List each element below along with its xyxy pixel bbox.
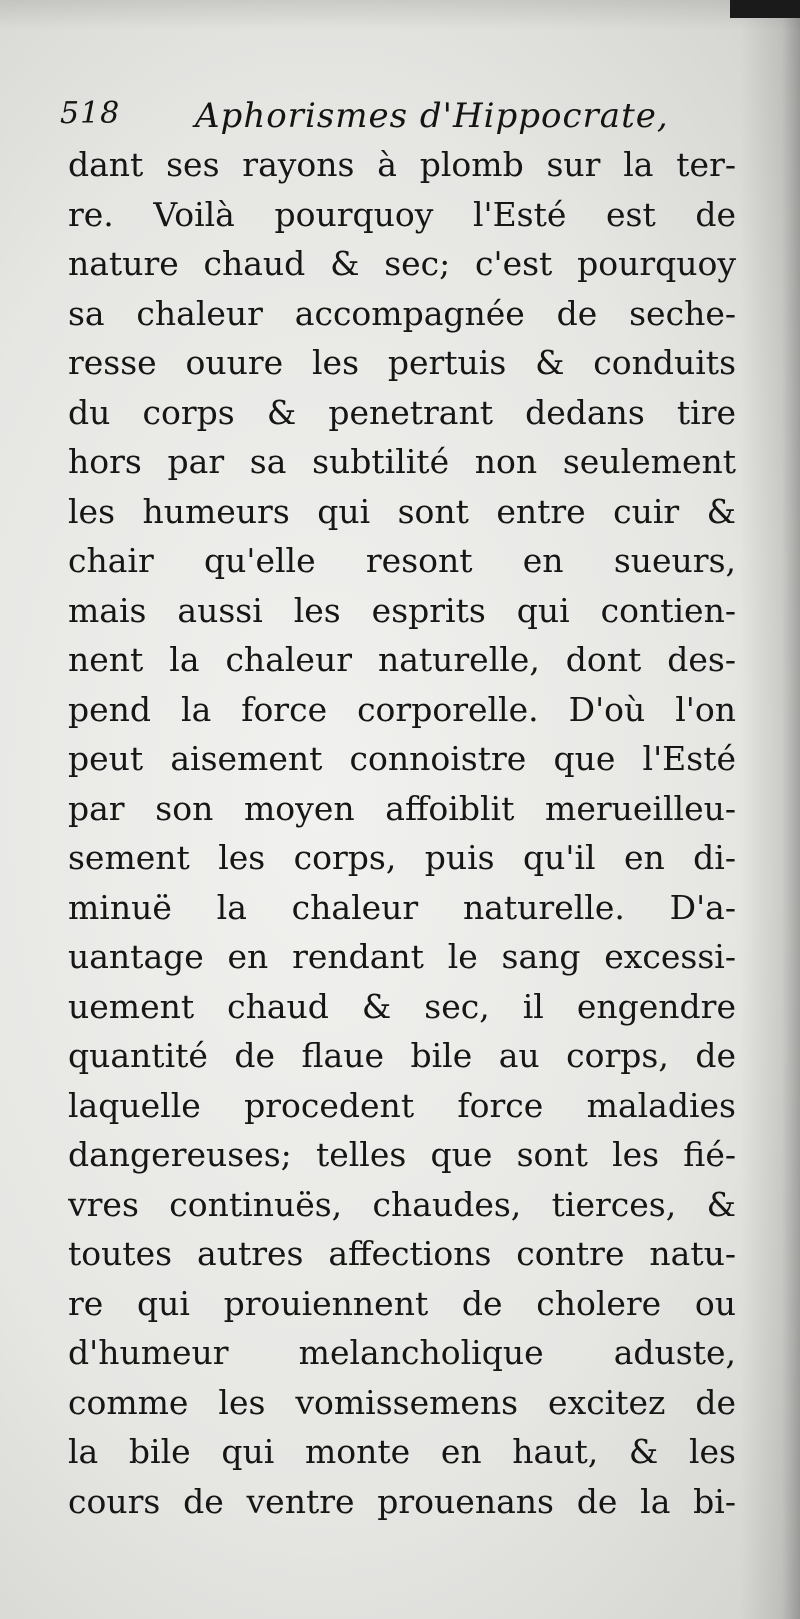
text-line: minuë la chaleur naturelle. D'a-: [68, 887, 736, 927]
text-line: du corps & penetrant dedans tire: [68, 392, 736, 432]
text-line: vres continuës, chaudes, tierces, &: [68, 1184, 736, 1224]
page-header: [60, 96, 740, 144]
text-line: sement les corps, puis qu'il en di-: [68, 838, 736, 877]
text-line: les humeurs qui sont entre cuir &: [68, 491, 736, 531]
text-line: re. Voilà pourquoy l'Esté est de: [68, 194, 736, 234]
text-line: pend la force corporelle. D'où l'on: [68, 689, 736, 729]
text-line: par son moyen affoiblit merueilleu-: [68, 788, 736, 828]
text-line: nent la chaleur naturelle, dont des-: [68, 640, 736, 679]
text-line: peut aisement connoistre que l'Esté: [68, 739, 736, 778]
text-line: sa chaleur accompagnée de seche-: [68, 293, 736, 333]
text-line: la bile qui monte en haut, & les: [68, 1432, 736, 1471]
text-line: re qui prouiennent de cholere ou: [68, 1283, 736, 1323]
text-line: d'humeur melancholique aduste,: [68, 1333, 736, 1372]
text-line: hors par sa subtilité non seulement: [68, 442, 736, 481]
text-line: nature chaud & sec; c'est pourquoy: [68, 244, 736, 283]
text-line: laquelle procedent force maladies: [68, 1085, 736, 1125]
text-line: toutes autres affections contre natu-: [68, 1234, 736, 1273]
text-line: cours de ventre prouenans de la bi-: [68, 1481, 736, 1521]
text-line: dangereuses; telles que sont les fié-: [68, 1135, 736, 1174]
page-gutter-shadow: [740, 0, 800, 1619]
body-text: [68, 140, 736, 1526]
text-line: mais aussi les esprits qui contien-: [68, 590, 736, 630]
text-line: quantité de flaue bile au corps, de: [68, 1036, 736, 1075]
text-line: dant ses rayons à plomb sur la ter-: [68, 145, 736, 184]
page-number: 518: [60, 96, 121, 131]
text-line: resse ouure les pertuis & conduits: [68, 343, 736, 382]
scan-corner: [730, 0, 800, 18]
running-head: Aphorismes d'Hippocrate,: [195, 96, 669, 136]
text-line: chair qu'elle resont en sueurs,: [68, 541, 736, 580]
text-line: comme les vomissemens excitez de: [68, 1382, 736, 1422]
text-line: uement chaud & sec, il engendre: [68, 986, 736, 1026]
page-top-shadow: [0, 0, 800, 30]
text-line: uantage en rendant le sang excessi-: [68, 937, 736, 976]
